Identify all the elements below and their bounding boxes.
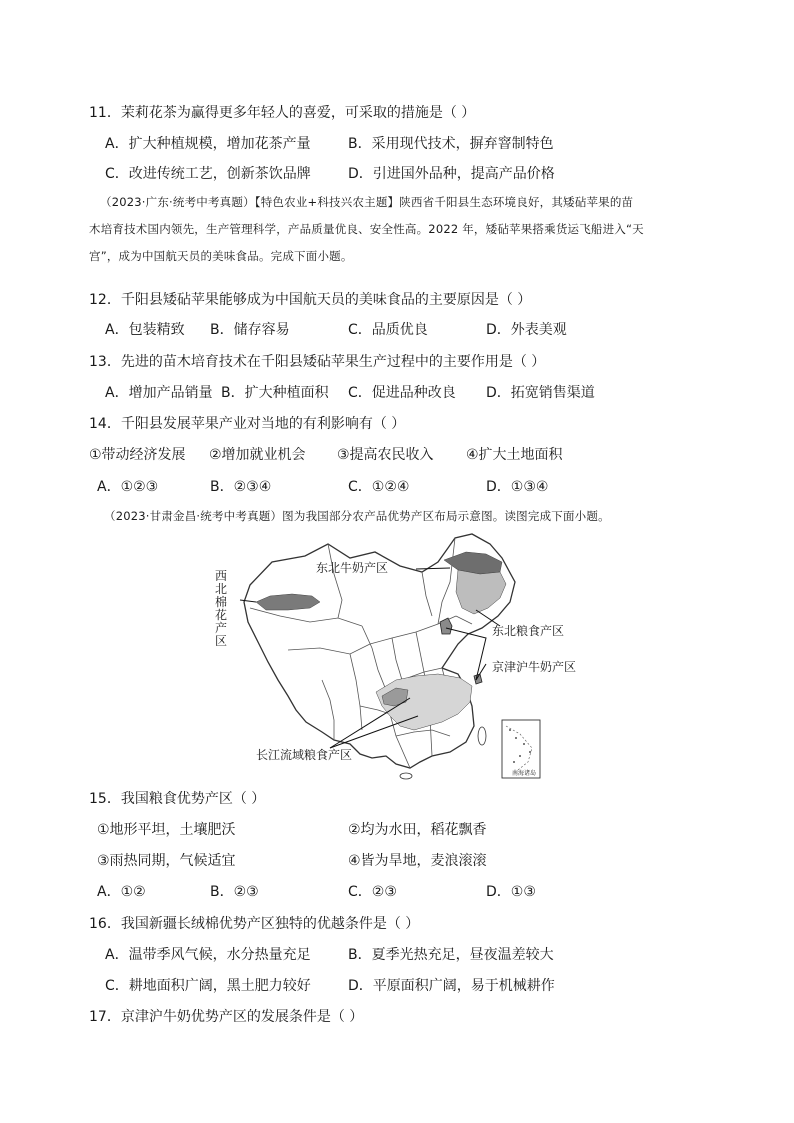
question-12-option-d: D．外表美观 (486, 322, 567, 338)
label-inset: 南海诸岛 (512, 770, 537, 777)
label-yangtze-grain: 长江流域粮食产区 (256, 748, 353, 762)
question-13-option-d: D．拓宽销售渠道 (486, 385, 595, 401)
question-13-option-a: A．增加产品销量 (105, 385, 213, 401)
question-13-option-b: B．扩大种植面积 (221, 385, 329, 401)
question-14-statement-1: ①带动经济发展 (89, 447, 186, 463)
question-11-option-c: C．改进传统工艺，创新茶饮品牌 (105, 166, 311, 182)
question-14-option-d: D．①③④ (486, 479, 549, 495)
question-14-statement-2: ②增加就业机会 (209, 447, 306, 463)
question-16-stem: 16．我国新疆长绒棉优势产区独特的优越条件是（ ） (89, 916, 420, 932)
question-15-statement-2: ②均为水田，稻花飘香 (348, 822, 487, 838)
question-15-statement-4: ④皆为旱地，麦浪滚滚 (348, 853, 487, 869)
question-11-option-d: D．引进国外品种，提高产品价格 (348, 166, 555, 182)
passage-1-line-3: 宫”，成为中国航天员的美味食品。完成下面小题。 (89, 249, 353, 263)
question-14-statement-3: ③提高农民收入 (337, 447, 434, 463)
question-12-option-c: C．品质优良 (348, 322, 428, 338)
label-northeast-grain: 东北粮食产区 (492, 624, 565, 638)
question-14-statement-4: ④扩大土地面积 (466, 447, 563, 463)
question-14-stem: 14．千阳县发展苹果产业对当地的有利影响有（ ） (89, 416, 406, 432)
question-12-stem: 12．千阳县矮砧苹果能够成为中国航天员的美味食品的主要原因是（ ） (89, 292, 532, 308)
question-14-option-a: A．①②③ (97, 479, 159, 495)
question-15-option-b: B．②③ (210, 884, 259, 900)
label-northeast-milk: 东北牛奶产区 (316, 561, 389, 575)
passage-1-line-2: 木培育技术国内领先，生产管理科学，产品质量优良、安全性高。2022 年，矮砧苹果搭乘货运飞船进入“天 (89, 222, 644, 236)
question-16-option-d: D．平原面积广阔，易于机械耕作 (348, 978, 555, 994)
question-16-option-c: C．耕地面积广阔，黑土肥力较好 (105, 978, 311, 994)
question-15-statement-3: ③雨热同期，气候适宜 (97, 853, 236, 869)
question-13-stem: 13．先进的苗木培育技术在千阳县矮砧苹果生产过程中的主要作用是（ ） (89, 354, 546, 370)
passage-2: （2023·甘肃金昌·统考中考真题）图为我国部分农产品优势产区布局示意图。读图完成下面小题。 (104, 509, 610, 523)
map-figure (210, 530, 590, 780)
question-14-option-c: C．①②④ (348, 479, 410, 495)
question-15-option-c: C．②③ (348, 884, 397, 900)
question-15-stem: 15．我国粮食优势产区（ ） (89, 791, 266, 807)
question-15-statement-1: ①地形平坦，土壤肥沃 (97, 822, 236, 838)
china-map-outline (210, 530, 590, 780)
question-11-option-a: A．扩大种植规模，增加花茶产量 (105, 136, 311, 152)
shanghai-milk-region (474, 674, 482, 684)
label-jingjinhu-milk: 京津沪牛奶产区 (492, 660, 577, 674)
question-17-stem: 17．京津沪牛奶优势产区的发展条件是（ ） (89, 1009, 364, 1025)
question-14-option-b: B．②③④ (210, 479, 272, 495)
question-16-option-b: B．夏季光热充足，昼夜温差较大 (348, 947, 554, 963)
label-northwest-cotton: 西北棉花产区 (214, 569, 227, 648)
question-16-option-a: A．温带季风气候，水分热量充足 (105, 947, 311, 963)
question-11-option-b: B．采用现代技术，摒弃窨制特色 (348, 136, 554, 152)
passage-1-line-1: （2023·广东·统考中考真题）【特色农业+科技兴农主题】陕西省千阳县生态环境良好，其矮砧苹果的苗 (100, 195, 634, 209)
question-11-stem: 11．茉莉花茶为赢得更多年轻人的喜爱，可采取的措施是（ ） (89, 105, 476, 121)
question-15-option-a: A．①② (97, 884, 146, 900)
question-12-option-a: A．包装精致 (105, 322, 185, 338)
question-12-option-b: B．储存容易 (210, 322, 290, 338)
question-13-option-c: C．促进品种改良 (348, 385, 456, 401)
question-15-option-d: D．①③ (486, 884, 536, 900)
